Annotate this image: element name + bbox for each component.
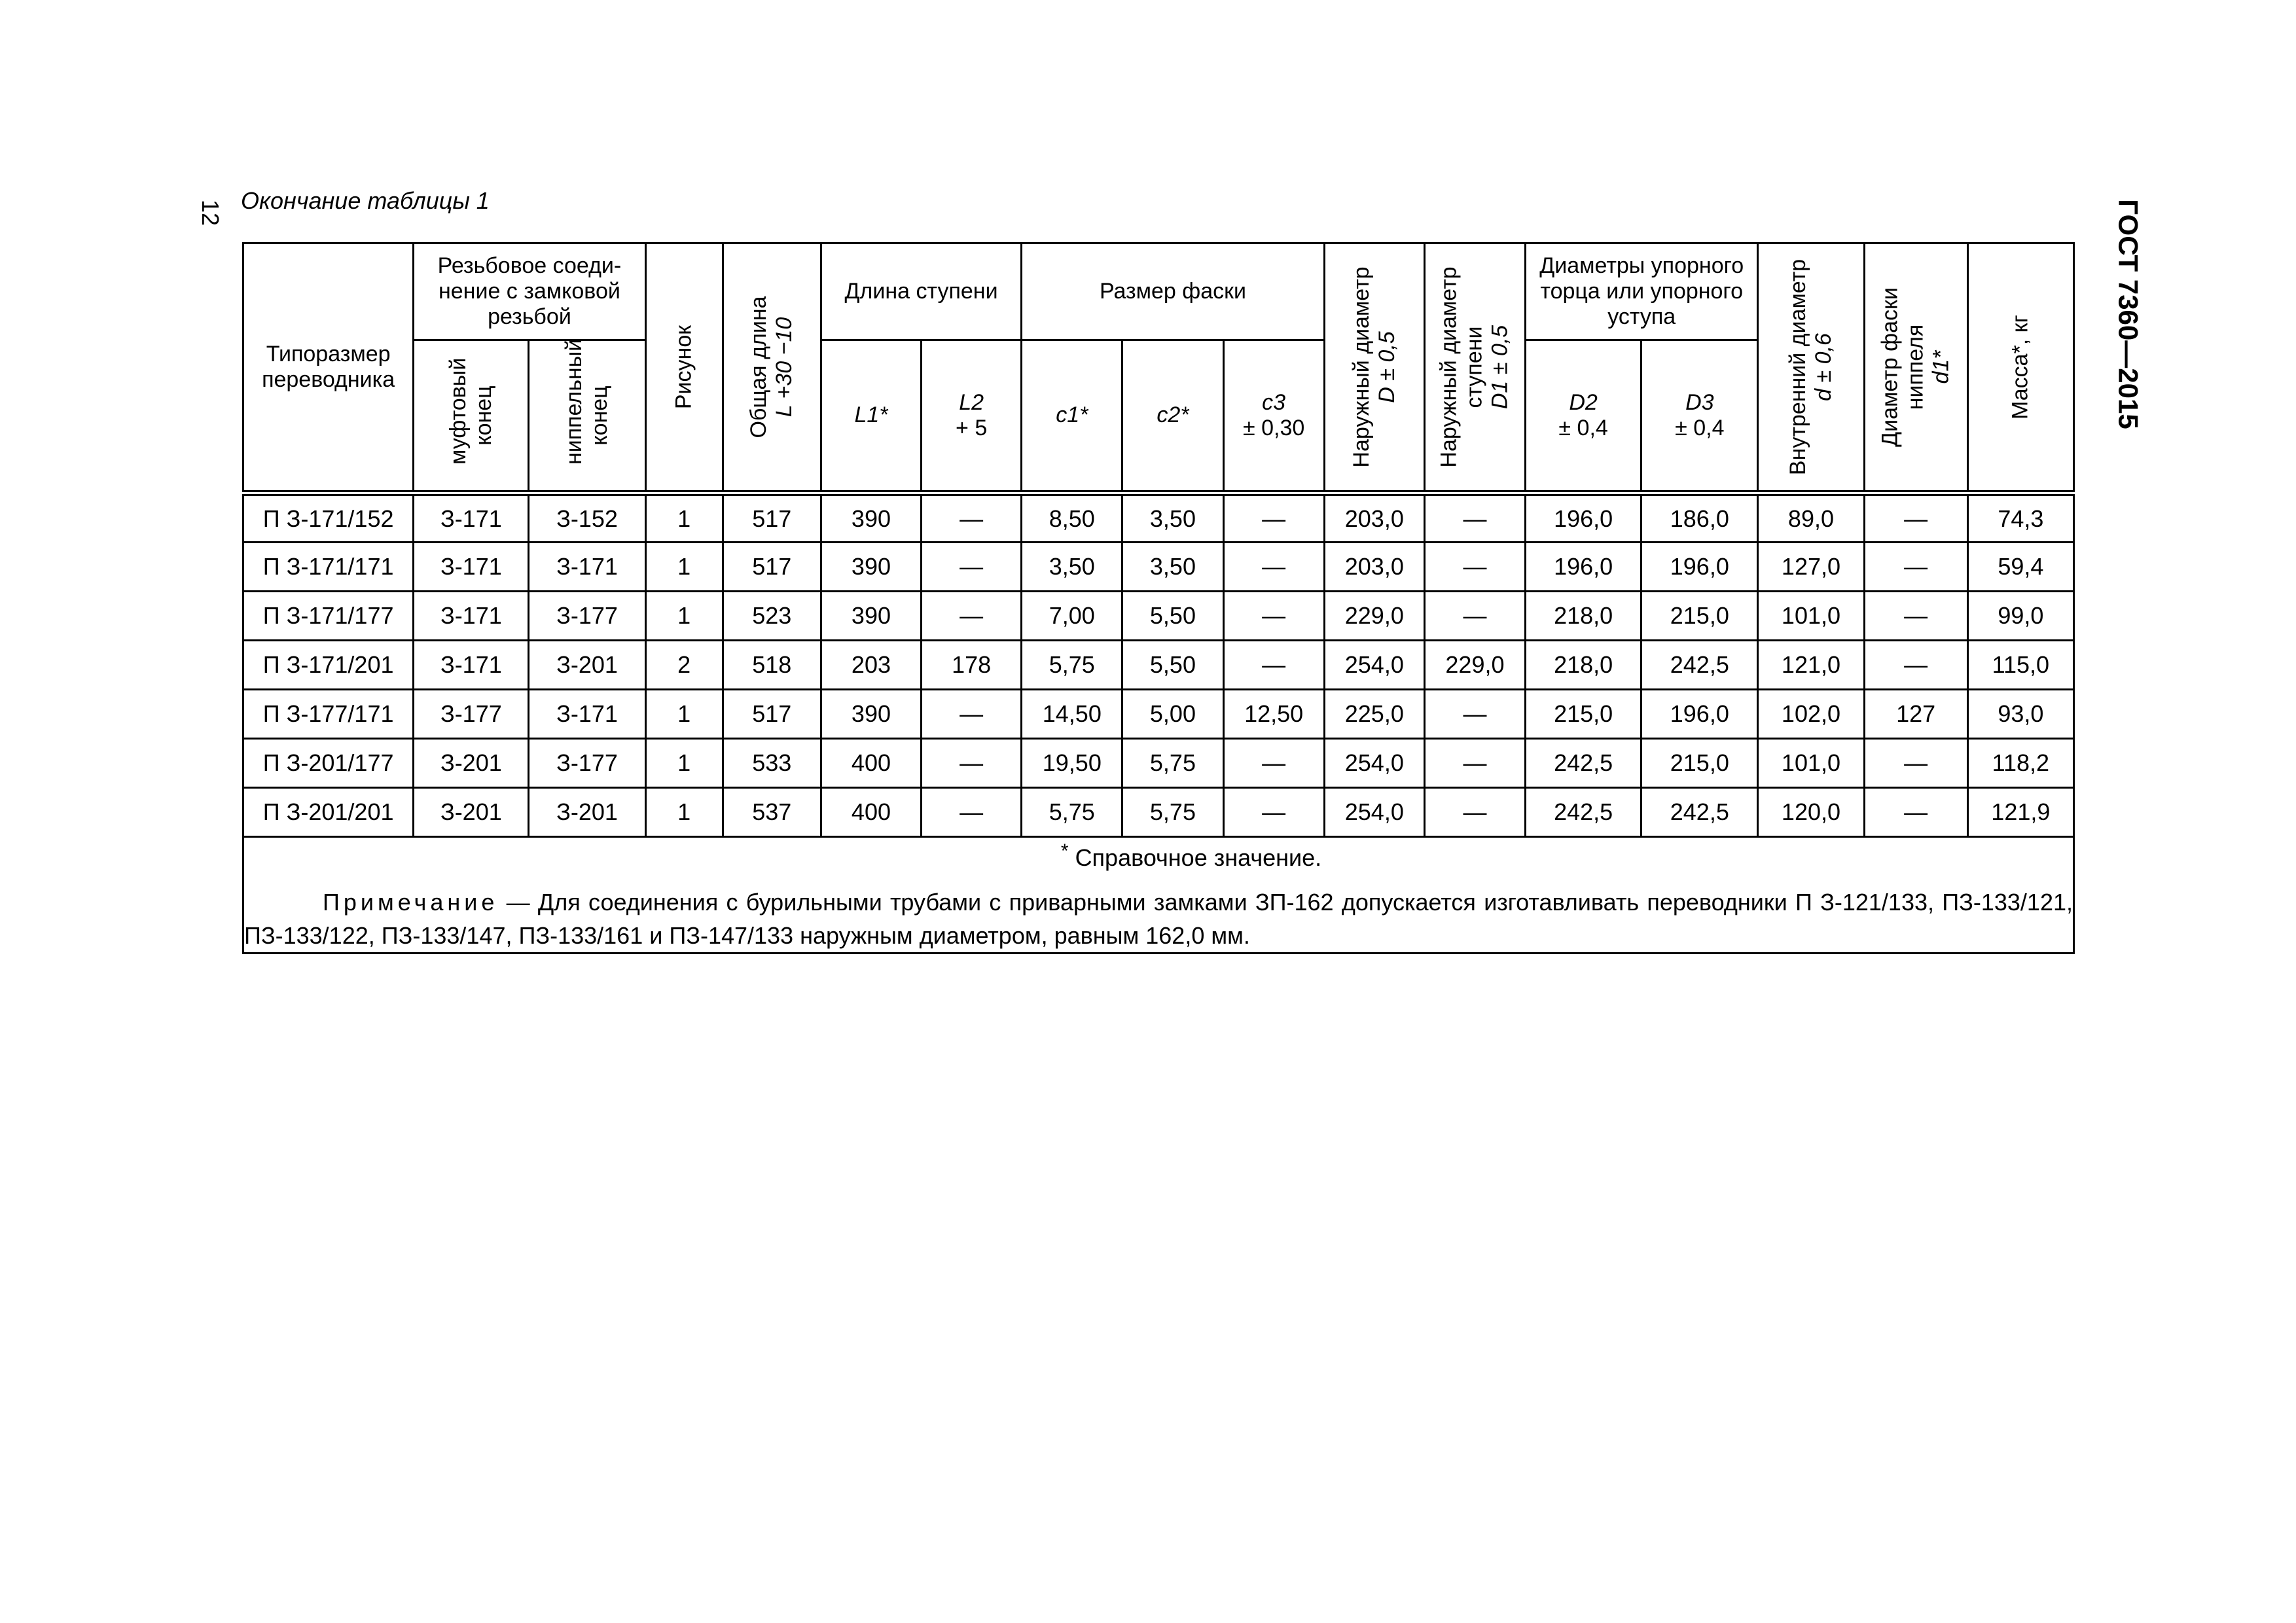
table-cell: —	[1223, 592, 1324, 641]
header-l2-text: L2 + 5	[956, 389, 988, 440]
header-thread-group	[414, 243, 645, 340]
table-cell: П З-171/152	[243, 493, 414, 543]
table-cell: 1	[645, 493, 723, 543]
table-cell: З-201	[414, 739, 529, 788]
header-nipple-end-text: ниппельный конец	[561, 338, 613, 465]
table-cell: 3,50	[1122, 543, 1223, 592]
header-figure	[645, 243, 723, 493]
table-cell: З-177	[414, 690, 529, 739]
table-cell: 196,0	[1641, 690, 1758, 739]
table-cell: —	[922, 690, 1022, 739]
table-cell: З-171	[414, 493, 529, 543]
table-cell: —	[1223, 543, 1324, 592]
table-cell: —	[1223, 493, 1324, 543]
table-body	[243, 493, 2074, 837]
header-mass	[1967, 243, 2073, 493]
table-cell: 390	[821, 592, 921, 641]
table-cell: 127,0	[1758, 543, 1864, 592]
table-cell: З-177	[529, 592, 645, 641]
page-number: 12	[197, 199, 224, 226]
note-text: — Для соединения с бурильными трубами с приварными замками ЗП-162 допускается изготавливать переводники П З-121/133, ПЗ-133/121, ПЗ-133/122, ПЗ-133/147, ПЗ-133/161 и ПЗ-147/133 наружным диаметром, равным 162,0 мм.	[244, 889, 2073, 949]
table-cell: 537	[723, 788, 821, 837]
footnote-mark: *	[1060, 840, 1069, 862]
dimensions-table	[242, 242, 2075, 954]
table-cell: 93,0	[1967, 690, 2073, 739]
header-l1-text: L1*	[854, 402, 888, 428]
table-cell: 14,50	[1022, 690, 1122, 739]
table-cell: 5,75	[1122, 739, 1223, 788]
table-cell: З-171	[414, 543, 529, 592]
table-cell: 242,5	[1526, 788, 1641, 837]
table-cell: П З-171/171	[243, 543, 414, 592]
table-cell: —	[1864, 739, 1967, 788]
header-step-length	[821, 243, 1021, 340]
table-cell: 203	[821, 641, 921, 690]
table-cell: З-201	[529, 641, 645, 690]
table-cell: —	[1424, 493, 1525, 543]
header-c1-text: c1*	[1056, 402, 1088, 428]
table-row	[243, 690, 2074, 739]
table-cell: 518	[723, 641, 821, 690]
table-cell: 101,0	[1758, 592, 1864, 641]
header-c2	[1122, 340, 1223, 493]
header-shoulder-group-text: Диаметры упорного торца или упорного уступа	[1539, 253, 1744, 330]
table-cell: З-171	[414, 641, 529, 690]
table-cell: 400	[821, 739, 921, 788]
table-cell: 523	[723, 592, 821, 641]
document-code	[2109, 193, 2148, 435]
table-cell: 1	[645, 592, 723, 641]
table-cell: —	[1864, 543, 1967, 592]
header-step-length-text: Длина ступени	[844, 278, 998, 304]
table-cell: 196,0	[1641, 543, 1758, 592]
header-inner-diameter-text: Внутренний диаметр d ± 0,6	[1785, 259, 1836, 476]
table-cell: 196,0	[1526, 543, 1641, 592]
header-type-text: Типоразмер переводника	[262, 341, 395, 392]
table-cell: З-201	[529, 788, 645, 837]
table-cell: 390	[821, 690, 921, 739]
table-cell: —	[922, 543, 1022, 592]
table-cell: 5,50	[1122, 592, 1223, 641]
table-cell: 390	[821, 493, 921, 543]
table-row	[243, 788, 2074, 837]
table-cell: —	[1864, 493, 1967, 543]
table-cell: 2	[645, 641, 723, 690]
table-cell: 115,0	[1967, 641, 2073, 690]
table-cell: —	[922, 788, 1022, 837]
table-cell: 215,0	[1526, 690, 1641, 739]
table-cell: 1	[645, 543, 723, 592]
table-cell: 254,0	[1324, 739, 1424, 788]
table-cell: 254,0	[1324, 788, 1424, 837]
header-d3-text: D3 ± 0,4	[1675, 389, 1725, 440]
header-shoulder-group	[1526, 243, 1758, 340]
header-d2	[1526, 340, 1641, 493]
header-c1	[1022, 340, 1122, 493]
table-cell: 99,0	[1967, 592, 2073, 641]
header-outer-diameter-text: Наружный диаметр D ± 0,5	[1348, 266, 1399, 468]
header-chamfer-text: Размер фаски	[1099, 278, 1246, 304]
table-cell: 390	[821, 543, 921, 592]
table-cell: 5,75	[1122, 788, 1223, 837]
table-cell: 5,75	[1022, 641, 1122, 690]
table-cell: 186,0	[1641, 493, 1758, 543]
table-cell: 215,0	[1641, 592, 1758, 641]
header-c2-text: c2*	[1157, 402, 1189, 428]
table-cell: 59,4	[1967, 543, 2073, 592]
table-cell: 218,0	[1526, 592, 1641, 641]
table-cell: —	[1864, 592, 1967, 641]
table-cell: 102,0	[1758, 690, 1864, 739]
table-cell: —	[1223, 641, 1324, 690]
header-total-length-text: Общая длина L +30 −10	[746, 296, 797, 438]
header-d2-text: D2 ± 0,4	[1558, 389, 1608, 440]
header-coupling-end	[414, 340, 529, 493]
table-cell: —	[1223, 788, 1324, 837]
table-cell: 203,0	[1324, 543, 1424, 592]
table-cell: П З-201/177	[243, 739, 414, 788]
table-cell: 120,0	[1758, 788, 1864, 837]
header-type	[243, 243, 414, 493]
table-notes	[243, 837, 2074, 954]
table-cell: З-171	[414, 592, 529, 641]
footnote	[310, 838, 2073, 874]
table-cell: 517	[723, 690, 821, 739]
header-total-length	[723, 243, 821, 493]
table-cell: 517	[723, 543, 821, 592]
table-cell: З-171	[529, 690, 645, 739]
table-cell: 242,5	[1641, 788, 1758, 837]
table-cell: 400	[821, 788, 921, 837]
table-cell: З-171	[529, 543, 645, 592]
document-code-text: ГОСТ 7360—2015	[2113, 199, 2144, 429]
table-cell: 229,0	[1424, 641, 1525, 690]
table-cell: 7,00	[1022, 592, 1122, 641]
table-cell: —	[922, 592, 1022, 641]
table-cell: —	[1864, 788, 1967, 837]
header-nipple-chamfer-text: Диаметр фаски ниппеля d1*	[1877, 287, 1954, 447]
header-chamfer	[1022, 243, 1325, 340]
table-cell: 1	[645, 690, 723, 739]
table-cell: 242,5	[1641, 641, 1758, 690]
table-cell: 218,0	[1526, 641, 1641, 690]
table-cell: 215,0	[1641, 739, 1758, 788]
table-cell: 74,3	[1967, 493, 2073, 543]
table-cell: 89,0	[1758, 493, 1864, 543]
table-cell: 1	[645, 788, 723, 837]
table-cell: П З-171/201	[243, 641, 414, 690]
table-cell: 19,50	[1022, 739, 1122, 788]
header-l1	[821, 340, 921, 493]
table-cell: 5,75	[1022, 788, 1122, 837]
table-cell: —	[1424, 543, 1525, 592]
header-coupling-end-text: муфтовый конец	[445, 357, 496, 465]
table-row	[243, 543, 2074, 592]
header-l2	[922, 340, 1022, 493]
header-outer-diameter	[1324, 243, 1424, 493]
table-cell: 5,00	[1122, 690, 1223, 739]
header-nipple-end	[529, 340, 645, 493]
table-cell: 8,50	[1022, 493, 1122, 543]
table-cell: —	[922, 493, 1022, 543]
table-cell: 517	[723, 493, 821, 543]
table-cell: 178	[922, 641, 1022, 690]
table-cell: П З-201/201	[243, 788, 414, 837]
table-cell: —	[1223, 739, 1324, 788]
header-step-diameter	[1424, 243, 1525, 493]
table-cell: 12,50	[1223, 690, 1324, 739]
header-inner-diameter	[1758, 243, 1864, 493]
header-figure-text: Рисунок	[671, 325, 696, 410]
table-cell: 196,0	[1526, 493, 1641, 543]
note	[244, 886, 2073, 952]
table-cell: З-177	[529, 739, 645, 788]
table-cell: 242,5	[1526, 739, 1641, 788]
header-mass-text: Масса*, кг	[2007, 315, 2033, 419]
table-cell: З-152	[529, 493, 645, 543]
table-cell: —	[1424, 690, 1525, 739]
table-cell: 254,0	[1324, 641, 1424, 690]
header-d3	[1641, 340, 1758, 493]
table-cell: 118,2	[1967, 739, 2073, 788]
table-cell: 3,50	[1022, 543, 1122, 592]
note-label: Примечание	[323, 889, 499, 916]
table-cell: —	[922, 739, 1022, 788]
table-row	[243, 493, 2074, 543]
table-cell: П З-171/177	[243, 592, 414, 641]
table-row	[243, 739, 2074, 788]
table-cell: 5,50	[1122, 641, 1223, 690]
table-cell: 225,0	[1324, 690, 1424, 739]
table-cell: —	[1864, 641, 1967, 690]
table-cell: 121,9	[1967, 788, 2073, 837]
header-step-diameter-text: Наружный диаметр ступени D1 ± 0,5	[1436, 266, 1513, 468]
table-cell: —	[1424, 739, 1525, 788]
table-cell: 1	[645, 739, 723, 788]
table-cell: 533	[723, 739, 821, 788]
table-cell: З-201	[414, 788, 529, 837]
table-cell: 229,0	[1324, 592, 1424, 641]
table-cell: 101,0	[1758, 739, 1864, 788]
table-row	[243, 592, 2074, 641]
header-nipple-chamfer	[1864, 243, 1967, 493]
header-thread-group-text: Резьбовое соеди-нение с замковой резьбой	[437, 253, 622, 330]
table-caption: Окончание таблицы 1	[241, 187, 490, 214]
table-cell: П З-177/171	[243, 690, 414, 739]
footnote-text: Справочное значение.	[1075, 844, 1322, 871]
table-cell: 203,0	[1324, 493, 1424, 543]
table-cell: 127	[1864, 690, 1967, 739]
table-cell: —	[1424, 788, 1525, 837]
table-row	[243, 641, 2074, 690]
header-c3-text: c3 ± 0,30	[1242, 389, 1305, 440]
table-cell: 121,0	[1758, 641, 1864, 690]
header-c3	[1223, 340, 1324, 493]
table-cell: 3,50	[1122, 493, 1223, 543]
table-cell: —	[1424, 592, 1525, 641]
